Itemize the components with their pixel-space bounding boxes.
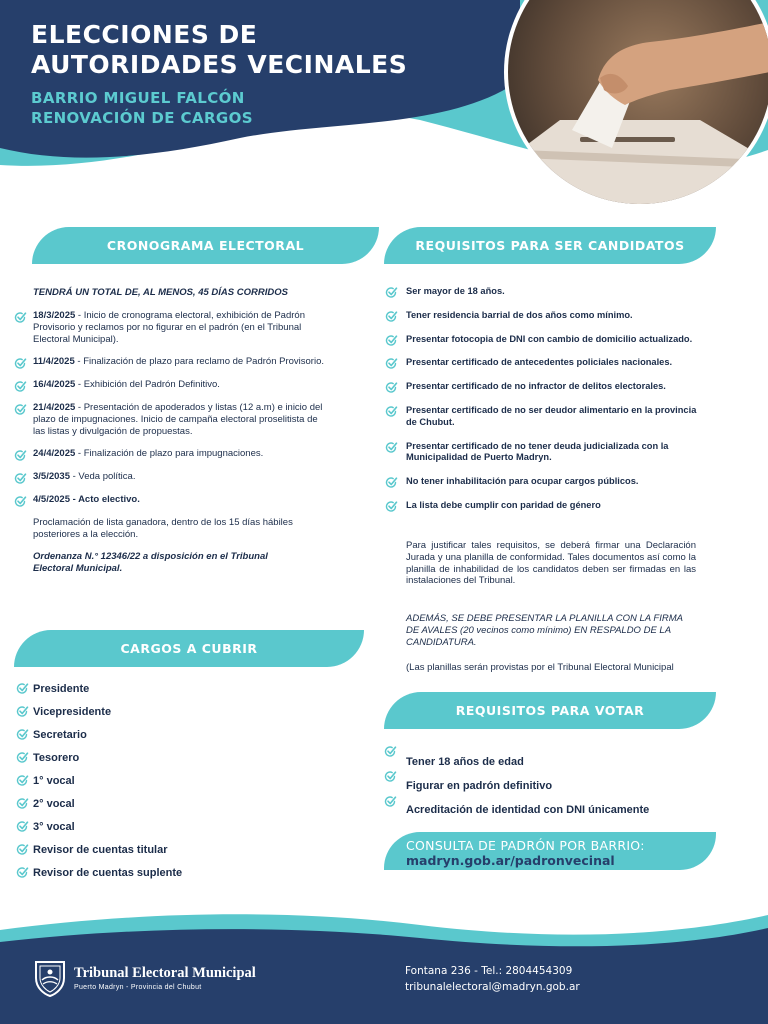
requisito-item: No tener inhabilitación para ocupar cargos públicos. [385,476,698,488]
requisito-item: Presentar certificado de no ser deudor alimentario en la provincia de Chubut. [385,405,698,429]
org-subtitle: Puerto Madryn - Provincia del Chubut [74,984,202,991]
check-icon [14,449,27,462]
requisito-item: Presentar certificado de antecedentes policiales nacionales. [385,357,698,369]
check-icon [385,357,398,370]
footer-background [0,880,768,1024]
cronograma-item: 4/5/2025 - Acto electivo. [14,494,328,506]
check-icon [14,380,27,393]
check-icon [385,310,398,323]
justificar-text: Para justificar tales requisitos, se deberá firmar una Declaración Jurada y una planilla de conformidad. Tales documentos así como la planilla de inhabilidad de los candidatos deben ser firmadas en las instalaciones del Tribunal. [406,540,696,587]
footer-email[interactable]: tribunalelectoral@madryn.gob.ar [405,981,580,993]
check-icon [16,705,29,718]
section-heading-cronograma: CRONOGRAMA ELECTORAL [32,227,379,264]
requisito-item: Ser mayor de 18 años. [385,286,698,298]
check-icon [16,820,29,833]
requisito-item: Presentar certificado de no tener deuda judicializada con la Municipalidad de Puerto Madryn. [385,441,698,465]
check-icon [384,795,397,808]
section-heading-requisitos-candidatos: REQUISITOS PARA SER CANDIDATOS [384,227,716,264]
check-icon [385,441,398,454]
footer-address: Fontana 236 - Tel.: 2804454309 [405,965,573,977]
cronograma-item: 16/4/2025 - Exhibición del Padrón Definitivo. [14,379,328,391]
section-heading-cargos: CARGOS A CUBRIR [14,630,364,667]
cronograma-item: 21/4/2025 - Presentación de apoderados y listas (12 a.m) e inicio del plazo de impugnaciones. Inicio de campaña electoral proselitista de las listas y divulgación de propuestas. [14,402,328,437]
check-icon [16,682,29,695]
section-heading-requisitos-votar: REQUISITOS PARA VOTAR [384,692,716,729]
votar-item: Figurar en padrón definitivo [406,780,553,792]
requisitos-candidatos-list [385,286,698,524]
page-title-line2: AUTORIDADES VECINALES [31,50,408,79]
check-icon [14,311,27,324]
votar-item: Acreditación de identidad con DNI únicamente [406,804,650,816]
check-icon [14,495,27,508]
votar-item: Tener 18 años de edad [406,756,524,768]
check-icon [385,381,398,394]
cronograma-item: 11/4/2025 - Finalización de plazo para reclamo de Padrón Provisorio. [14,356,328,368]
check-icon [16,797,29,810]
check-icon [385,334,398,347]
check-icon [16,751,29,764]
requisito-item: Presentar certificado de no infractor de delitos electorales. [385,381,698,393]
check-icon [16,774,29,787]
check-icon [16,843,29,856]
check-icon [384,770,397,783]
check-icon [385,286,398,299]
org-name: Tribunal Electoral Municipal [74,965,256,981]
requisito-item: Presentar fotocopia de DNI con cambio de domicilio actualizado. [385,334,698,346]
check-icon [14,357,27,370]
cronograma-intro: TENDRÁ UN TOTAL DE, AL MENOS, 45 DÍAS CORRIDOS [33,287,288,298]
consulta-label: CONSULTA DE PADRÓN POR BARRIO: [406,838,645,853]
cronograma-list [14,310,328,575]
check-icon [385,500,398,513]
avales-text: ADEMÁS, SE DEBE PRESENTAR LA PLANILLA CON LA FIRMA DE AVALES (20 vecinos como mínimo) EN RESPALDO DE LA CANDIDATURA. [406,613,683,648]
check-icon [384,745,397,758]
ordenanza-text: Ordenanza N.° 12346/22 a disposición en el Tribunal Electoral Municipal. [33,551,268,575]
planillas-text: (Las planillas serán provistas por el Tribunal Electoral Municipal [406,662,674,673]
check-icon [14,472,27,485]
requisito-item: La lista debe cumplir con paridad de género [385,500,698,512]
check-icon [16,728,29,741]
consulta-link[interactable]: madryn.gob.ar/padronvecinal [406,853,615,868]
proclamacion-text: Proclamación de lista ganadora, dentro de los 15 días hábiles posteriores a la elección. [33,516,293,540]
check-icon [14,403,27,416]
ballot-photo [500,0,768,220]
cronograma-item: 18/3/2025 - Inicio de cronograma electoral, exhibición de Padrón Provisorio y reclamos por no figurar en el padrón (en el Tribunal Electoral Municipal). [14,310,328,345]
requisito-item: Tener residencia barrial de dos años como mínimo. [385,310,698,322]
page-title-line1: ELECCIONES DE [31,20,258,49]
subtitle-line1: BARRIO MIGUEL FALCÓN [31,89,245,107]
cronograma-item: 3/5/2035 - Veda política. [14,471,328,483]
check-icon [385,405,398,418]
check-icon [385,476,398,489]
cronograma-item: 24/4/2025 - Finalización de plazo para impugnaciones. [14,448,328,460]
coat-of-arms-icon [32,958,68,998]
subtitle-line2: RENOVACIÓN DE CARGOS [31,109,253,127]
check-icon [16,866,29,879]
